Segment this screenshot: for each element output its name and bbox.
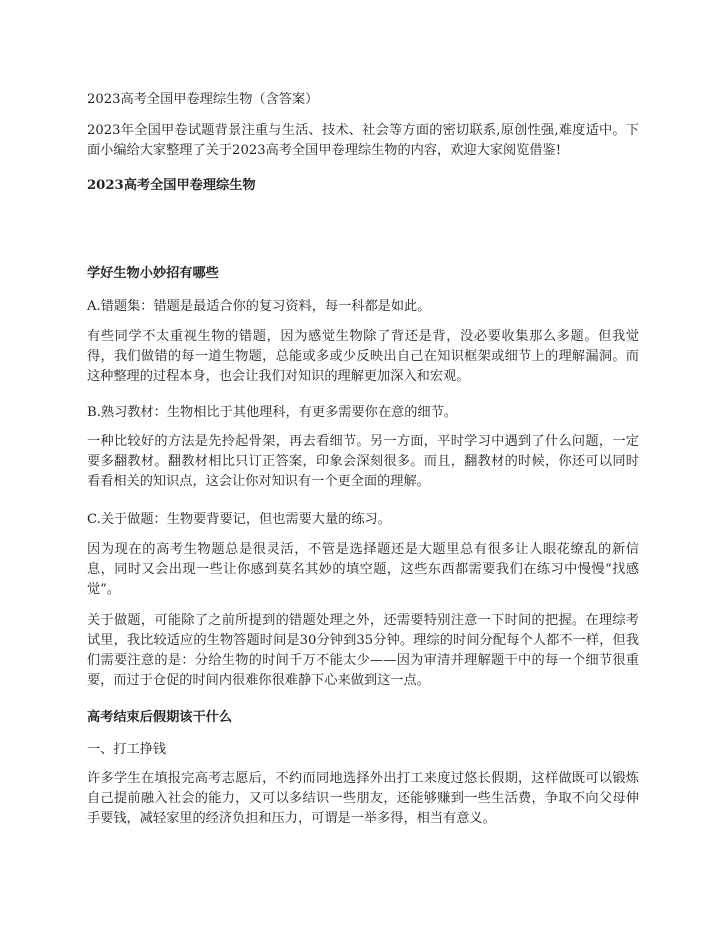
tip-c-body-2: 关于做题，可能除了之前所提到的错题处理之外，还需要特别注意一下时间的把握。在理综考试里，我比较适应的生物答题时间是30分钟到35分钟。理综的时间分配每个人都不一样，但我们需要注意的是：分给生物的时间千万不能太少——因为审清并理解题干中的每一个细节很重要，而过于仓促的时间内很难你很难静下心来做到这一点。: [87, 613, 639, 688]
subheading-part-time-job: 一、打工挣钱: [87, 742, 167, 757]
tip-c-body-1: 因为现在的高考生物题总是很灵活，不管是选择题还是大题里总有很多让人眼花缭乱的新信息，同时又会出现一些让你感到莫名其妙的填空题，这些东西都需要我们在练习中慢慢“找感觉”。: [87, 542, 639, 597]
tip-a-body: 有些同学不太重视生物的错题，因为感觉生物除了背还是背，没必要收集那么多题。但我觉得，我们做错的每一道生物题，总能或多或少反映出自己在知识框架或细节上的理解漏洞。而这种整理的过程本身，也会让我们对知识的理解更加深入和宏观。: [87, 329, 639, 384]
section-heading-vacation: 高考结束后假期该干什么: [87, 710, 233, 725]
section-heading-exam: 2023高考全国甲卷理综生物: [87, 178, 256, 193]
tip-b-body: 一种比较好的方法是先拎起骨架，再去看细节。另一方面，平时学习中遇到了什么问题，一定要多翻教材。翻教材相比只订正答案，印象会深刻很多。而且，翻教材的时候，你还可以同时看看相关的知识点，这会让你对知识有一个更全面的理解。: [87, 434, 639, 489]
document-title: 2023高考全国甲卷理综生物（含答案）: [87, 92, 319, 107]
intro-paragraph: 2023年全国甲卷试题背景注重与生活、技术、社会等方面的密切联系,原创性强,难度适中。下面小编给大家整理了关于2023高考全国甲卷理综生物的内容，欢迎大家阅览借鉴!: [87, 123, 639, 158]
part-time-job-body: 许多学生在填报完高考志愿后，不约而同地选择外出打工来度过悠长假期，这样做既可以锻炼自己提前融入社会的能力，又可以多结识一些朋友，还能够赚到一些生活费，争取不向父母伸手要钱，减轻家里的经济负担和压力，可谓是一举多得，相当有意义。: [87, 771, 639, 826]
tip-a-title: A.错题集：错题是最适合你的复习资料，每一科都是如此。: [87, 299, 431, 314]
section-heading-tips: 学好生物小妙招有哪些: [87, 266, 219, 281]
tip-b-title: B.熟习教材：生物相比于其他理科，有更多需要你在意的细节。: [87, 405, 457, 420]
tip-c-title: C.关于做题：生物要背要记，但也需要大量的练习。: [87, 512, 391, 527]
